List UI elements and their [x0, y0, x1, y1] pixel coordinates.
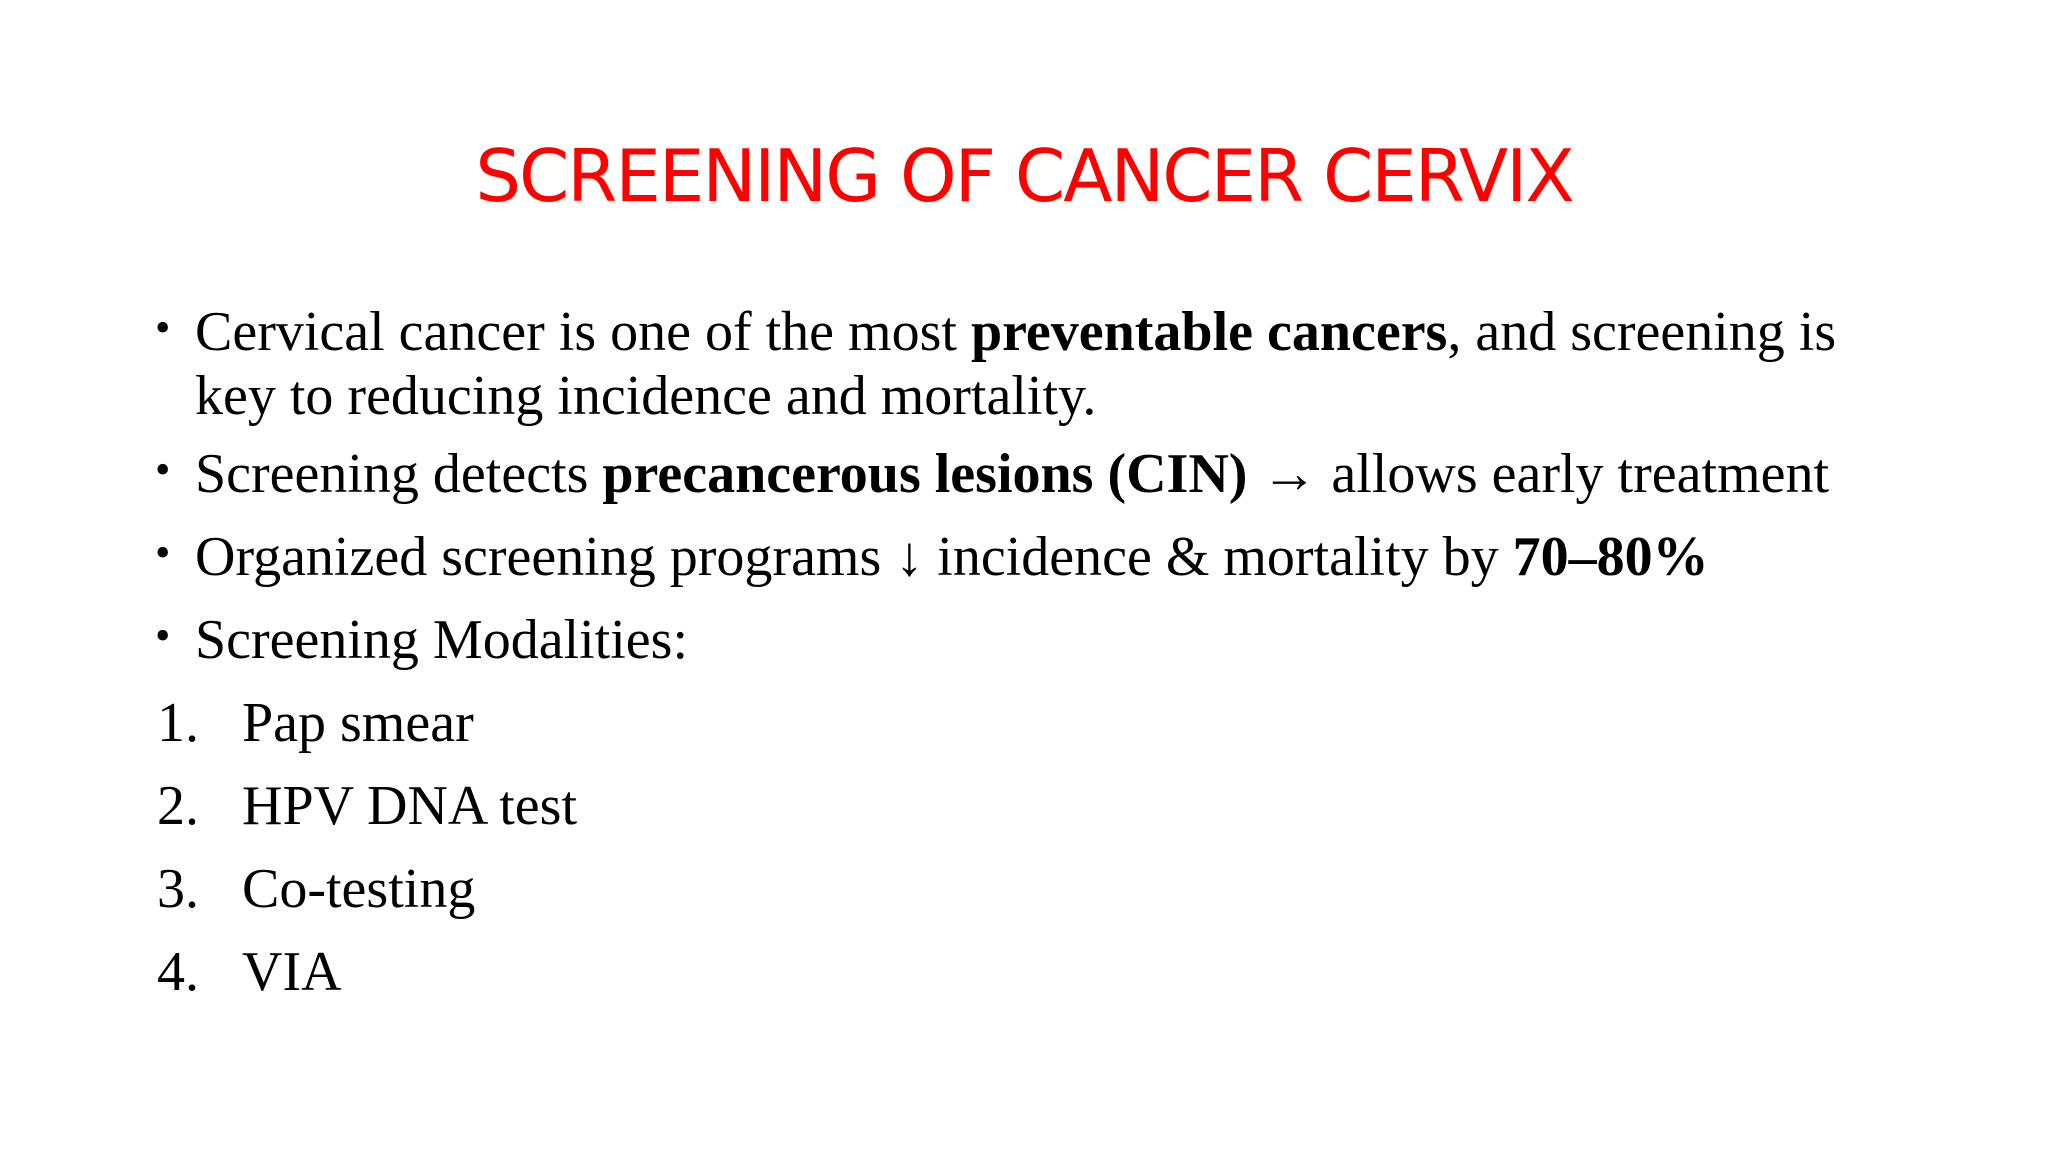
bullet-dot: •: [155, 611, 171, 660]
modality-label: Co-testing: [242, 858, 476, 920]
bullet-dot: •: [155, 445, 171, 494]
bullet-text: Organized screening programs ↓ incidence & mortality by 70–80%: [195, 526, 1709, 588]
modality-item-2: [157, 774, 1057, 838]
modality-item-4: [157, 940, 1057, 1004]
bullet-item-1: [155, 300, 1915, 428]
modality-number: 1.: [157, 692, 199, 754]
bullet-emphasis: precancerous lesions (CIN): [602, 443, 1248, 505]
bullet-dot: •: [155, 303, 171, 352]
slide-title: SCREENING OF CANCER CERVIX: [475, 134, 1573, 218]
bullet-item-4: [155, 608, 1915, 672]
bullet-emphasis: preventable cancers: [970, 301, 1448, 363]
bullet-item-2: [155, 442, 1915, 506]
modality-number: 2.: [157, 775, 199, 837]
modality-item-3: [157, 857, 1057, 921]
bullet-text: Screening Modalities:: [195, 609, 689, 671]
bullet-item-3: [155, 525, 1915, 589]
modality-item-1: [157, 691, 1057, 755]
modality-number: 4.: [157, 941, 199, 1003]
modality-label: VIA: [242, 941, 342, 1003]
modality-number: 3.: [157, 858, 199, 920]
bullet-text: Screening detects precancerous lesions (CIN) → allows early treatment: [195, 443, 1829, 505]
bullet-dot: •: [155, 528, 171, 577]
modality-label: HPV DNA test: [242, 775, 578, 837]
modality-label: Pap smear: [242, 692, 474, 754]
bullet-emphasis: 70–80%: [1512, 526, 1709, 588]
bullet-text: Cervical cancer is one of the most preventable cancers, and screening is key to reducing incidence and mortality.: [195, 301, 1837, 427]
